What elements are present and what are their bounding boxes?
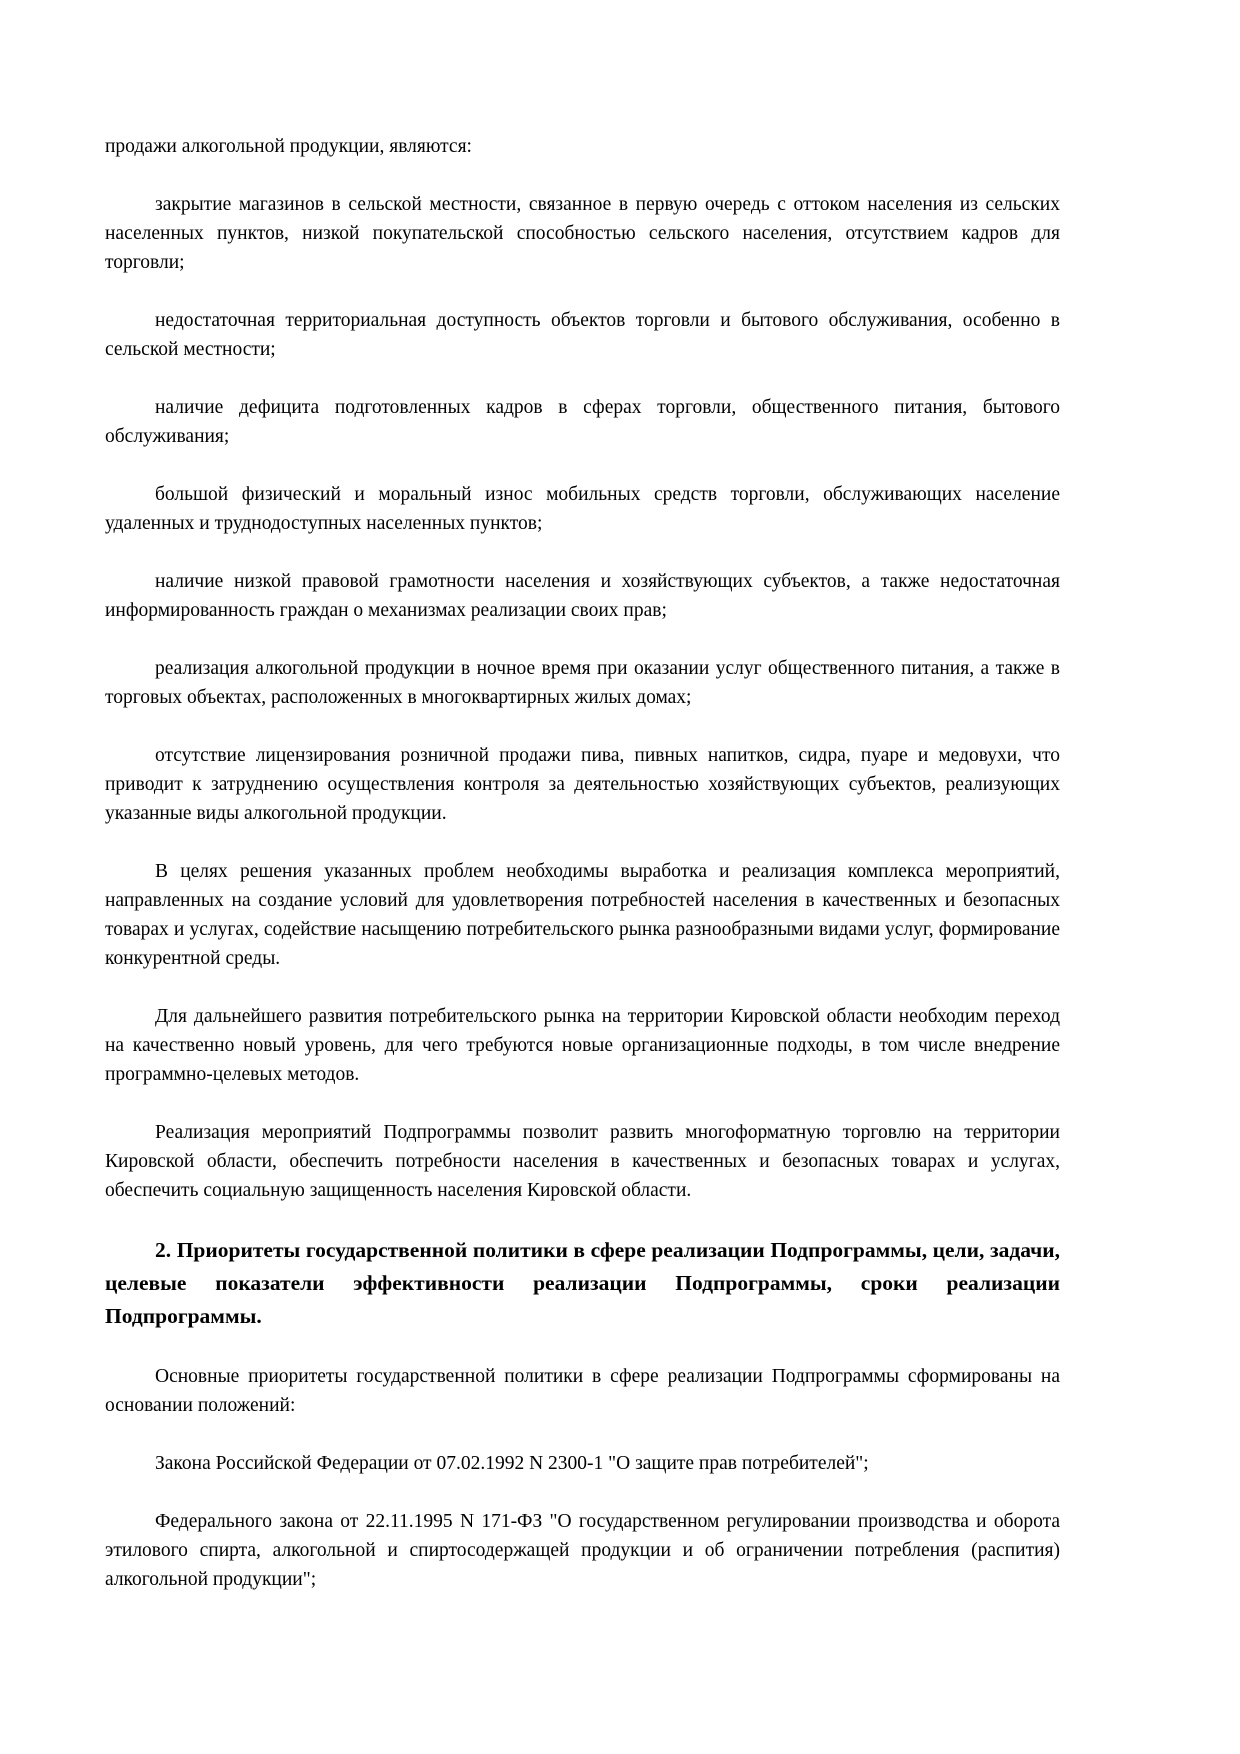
paragraph: наличие дефицита подготовленных кадров в сферах торговли, общественного питания, бытового обслуживания; <box>105 397 1060 447</box>
paragraph: Основные приоритеты государственной политики в сфере реализации Подпрограммы сформированы на основании положений: <box>105 1366 1060 1416</box>
paragraph: Федерального закона от 22.11.1995 N 171-ФЗ "О государственном регулировании производства и оборота этилового спирта, алкогольной и спиртосодержащей продукции и об ограничении потребления (распития) алкогольной продукции"; <box>105 1511 1060 1590</box>
paragraph: реализация алкогольной продукции в ночное время при оказании услуг общественного питания, а также в торговых объектах, расположенных в многоквартирных жилых домах; <box>105 658 1060 708</box>
paragraph: Для дальнейшего развития потребительского рынка на территории Кировской области необходим переход на качественно новый уровень, для чего требуются новые организационные подходы, в том числе внедрение программно-целевых методов. <box>105 1006 1060 1085</box>
paragraph: Закона Российской Федерации от 07.02.1992 N 2300-1 "О защите прав потребителей"; <box>155 1453 869 1474</box>
paragraph: закрытие магазинов в сельской местности, связанное в первую очередь с оттоком населения из сельских населенных пунктов, низкой покупательской способностью сельского населения, отсутствием кадров для торговли; <box>105 194 1060 273</box>
section-heading: 2. Приоритеты государственной политики в сфере реализации Подпрограммы, цели, задачи, целевые показатели эффективности реализации Подпрограммы, сроки реализации Подпрограммы. <box>105 1238 1060 1328</box>
paragraph: наличие низкой правовой грамотности населения и хозяйствующих субъектов, а также недостаточная информированность граждан о механизмах реализации своих прав; <box>105 571 1060 621</box>
paragraph: В целях решения указанных проблем необходимы выработка и реализация комплекса мероприятий, направленных на создание условий для удовлетворения потребностей населения в качественных и безопасных товарах и услугах, содействие насыщению потребительского рынка разнообразными видами услуг, формирование конкурентной среды. <box>105 861 1060 969</box>
paragraph: отсутствие лицензирования розничной продажи пива, пивных напитков, сидра, пуаре и медовухи, что приводит к затруднению осуществления контроля за деятельностью хозяйствующих субъектов, реализующих указанные виды алкогольной продукции. <box>105 745 1060 824</box>
paragraph: Реализация мероприятий Подпрограммы позволит развить многоформатную торговлю на территории Кировской области, обеспечить потребности населения в качественных и безопасных товарах и услугах, обеспечить социальную защищенность населения Кировской области. <box>105 1122 1060 1201</box>
paragraph-continuation: продажи алкогольной продукции, являются: <box>105 136 472 157</box>
paragraph: большой физический и моральный износ мобильных средств торговли, обслуживающих население удаленных и труднодоступных населенных пунктов; <box>105 484 1060 534</box>
paragraph: недостаточная территориальная доступность объектов торговли и бытового обслуживания, особенно в сельской местности; <box>105 310 1060 360</box>
